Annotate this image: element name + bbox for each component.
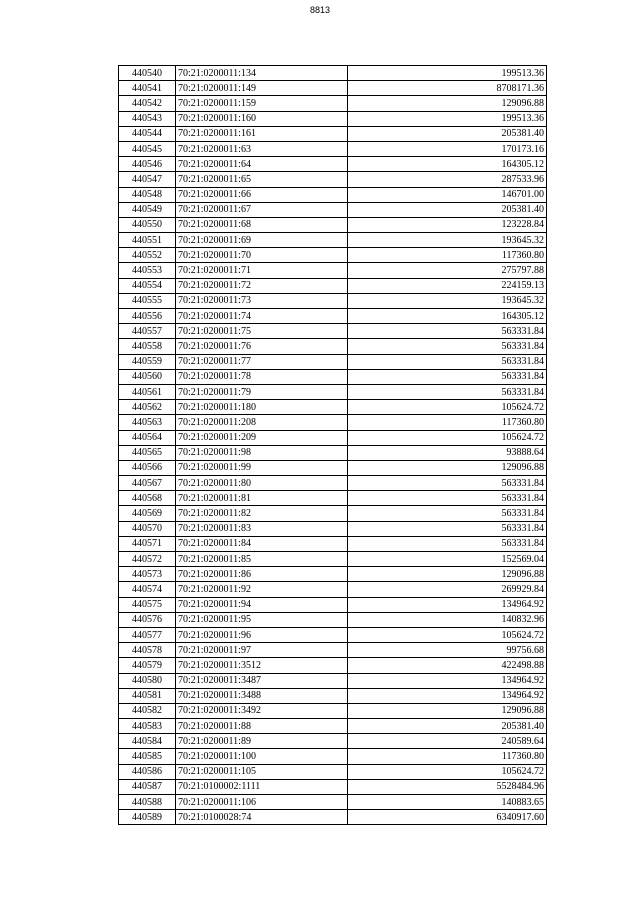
table-row: [119, 111, 547, 126]
cadastral-number-cell: 70:21:0200011:209: [176, 430, 348, 445]
page-number: 8813: [309, 5, 331, 15]
table-row: [119, 217, 547, 232]
row-number-cell: 440588: [119, 795, 176, 810]
cadastral-number-cell: 70:21:0200011:3512: [176, 658, 348, 673]
cadastral-number-cell: 70:21:0200011:64: [176, 157, 348, 172]
table-row: [119, 673, 547, 688]
row-number-cell: 440543: [119, 111, 176, 126]
cadastral-value-cell: 269929.84: [348, 582, 547, 597]
cadastral-value-cell: 105624.72: [348, 627, 547, 642]
row-number-cell: 440568: [119, 491, 176, 506]
cadastral-value-cell: 134964.92: [348, 688, 547, 703]
cadastral-number-cell: 70:21:0200011:67: [176, 202, 348, 217]
row-number-cell: 440573: [119, 567, 176, 582]
cadastral-number-cell: 70:21:0200011:85: [176, 552, 348, 567]
cadastral-number-cell: 70:21:0200011:69: [176, 233, 348, 248]
table-row: [119, 506, 547, 521]
cadastral-number-cell: 70:21:0200011:78: [176, 369, 348, 384]
row-number-cell: 440577: [119, 627, 176, 642]
cadastral-number-cell: 70:21:0200011:95: [176, 612, 348, 627]
cadastral-number-cell: 70:21:0200011:3492: [176, 703, 348, 718]
cadastral-value-cell: 563331.84: [348, 324, 547, 339]
table-row: [119, 658, 547, 673]
table-row: [119, 627, 547, 642]
cadastral-number-cell: 70:21:0200011:74: [176, 309, 348, 324]
table-row: [119, 491, 547, 506]
cadastral-value-cell: 193645.32: [348, 293, 547, 308]
cadastral-value-cell: 224159.13: [348, 278, 547, 293]
cadastral-number-cell: 70:21:0200011:63: [176, 141, 348, 156]
cadastral-value-cell: 563331.84: [348, 339, 547, 354]
row-number-cell: 440566: [119, 460, 176, 475]
cadastral-value-cell: 563331.84: [348, 354, 547, 369]
row-number-cell: 440565: [119, 445, 176, 460]
row-number-cell: 440542: [119, 96, 176, 111]
cadastral-value-cell: 140883.65: [348, 795, 547, 810]
cadastral-number-cell: 70:21:0200011:72: [176, 278, 348, 293]
row-number-cell: 440547: [119, 172, 176, 187]
cadastral-value-cell: 146701.00: [348, 187, 547, 202]
table-row: [119, 582, 547, 597]
cadastral-value-cell: 563331.84: [348, 506, 547, 521]
row-number-cell: 440587: [119, 779, 176, 794]
cadastral-number-cell: 70:21:0200011:75: [176, 324, 348, 339]
cadastral-value-cell: 287533.96: [348, 172, 547, 187]
cadastral-value-cell: 164305.12: [348, 309, 547, 324]
row-number-cell: 440581: [119, 688, 176, 703]
table-row: [119, 536, 547, 551]
cadastral-number-cell: 70:21:0200011:99: [176, 460, 348, 475]
cadastral-value-cell: 199513.36: [348, 66, 547, 81]
cadastral-number-cell: 70:21:0200011:105: [176, 764, 348, 779]
table-row: [119, 719, 547, 734]
table-row: [119, 779, 547, 794]
cadastral-value-cell: 422498.88: [348, 658, 547, 673]
table-row: [119, 187, 547, 202]
row-number-cell: 440551: [119, 233, 176, 248]
table-row: [119, 293, 547, 308]
cadastral-value-cell: 193645.32: [348, 233, 547, 248]
row-number-cell: 440563: [119, 415, 176, 430]
cadastral-value-cell: 99756.68: [348, 643, 547, 658]
table-row: [119, 263, 547, 278]
table-row: [119, 415, 547, 430]
cadastral-value-cell: 117360.80: [348, 415, 547, 430]
table-row: [119, 612, 547, 627]
cadastral-value-cell: 93888.64: [348, 445, 547, 460]
cadastral-number-cell: 70:21:0200011:77: [176, 354, 348, 369]
cadastral-value-cell: 563331.84: [348, 491, 547, 506]
cadastral-value-cell: 123228.84: [348, 217, 547, 232]
row-number-cell: 440578: [119, 643, 176, 658]
cadastral-value-cell: 129096.88: [348, 460, 547, 475]
table-row: [119, 552, 547, 567]
table-row: [119, 126, 547, 141]
cadastral-number-cell: 70:21:0200011:134: [176, 66, 348, 81]
row-number-cell: 440554: [119, 278, 176, 293]
cadastral-value-cell: 105624.72: [348, 430, 547, 445]
table-row: [119, 810, 547, 825]
row-number-cell: 440549: [119, 202, 176, 217]
table-row: [119, 369, 547, 384]
cadastral-value-cell: 129096.88: [348, 567, 547, 582]
table-row: [119, 445, 547, 460]
table-row: [119, 66, 547, 81]
table-row: [119, 309, 547, 324]
cadastral-number-cell: 70:21:0200011:161: [176, 126, 348, 141]
table-row: [119, 688, 547, 703]
row-number-cell: 440586: [119, 764, 176, 779]
row-number-cell: 440572: [119, 552, 176, 567]
row-number-cell: 440557: [119, 324, 176, 339]
cadastral-number-cell: 70:21:0200011:68: [176, 217, 348, 232]
table-row: [119, 172, 547, 187]
cadastral-number-cell: 70:21:0200011:88: [176, 719, 348, 734]
row-number-cell: 440576: [119, 612, 176, 627]
cadastral-value-cell: 129096.88: [348, 96, 547, 111]
table-row: [119, 339, 547, 354]
cadastral-value-cell: 563331.84: [348, 521, 547, 536]
cadastral-number-cell: 70:21:0200011:71: [176, 263, 348, 278]
row-number-cell: 440579: [119, 658, 176, 673]
row-number-cell: 440558: [119, 339, 176, 354]
cadastral-number-cell: 70:21:0200011:82: [176, 506, 348, 521]
cadastral-number-cell: 70:21:0200011:79: [176, 384, 348, 399]
row-number-cell: 440561: [119, 384, 176, 399]
row-number-cell: 440564: [119, 430, 176, 445]
table-body: [119, 66, 547, 825]
cadastral-number-cell: 70:21:0200011:97: [176, 643, 348, 658]
table-row: [119, 749, 547, 764]
table-row: [119, 521, 547, 536]
row-number-cell: 440585: [119, 749, 176, 764]
table-row: [119, 202, 547, 217]
cadastral-value-cell: 140832.96: [348, 612, 547, 627]
cadastral-number-cell: 70:21:0200011:66: [176, 187, 348, 202]
row-number-cell: 440582: [119, 703, 176, 718]
row-number-cell: 440553: [119, 263, 176, 278]
cadastral-number-cell: 70:21:0100028:74: [176, 810, 348, 825]
table-row: [119, 567, 547, 582]
cadastral-number-cell: 70:21:0200011:159: [176, 96, 348, 111]
cadastral-value-cell: 134964.92: [348, 673, 547, 688]
cadastral-number-cell: 70:21:0200011:106: [176, 795, 348, 810]
cadastral-value-cell: 164305.12: [348, 157, 547, 172]
cadastral-number-cell: 70:21:0200011:65: [176, 172, 348, 187]
table-row: [119, 795, 547, 810]
cadastral-number-cell: 70:21:0200011:96: [176, 627, 348, 642]
cadastral-number-cell: 70:21:0200011:76: [176, 339, 348, 354]
table-row: [119, 96, 547, 111]
row-number-cell: 440569: [119, 506, 176, 521]
table-row: [119, 430, 547, 445]
cadastral-number-cell: 70:21:0200011:70: [176, 248, 348, 263]
row-number-cell: 440544: [119, 126, 176, 141]
cadastral-value-cell: 275797.88: [348, 263, 547, 278]
cadastral-number-cell: 70:21:0200011:160: [176, 111, 348, 126]
row-number-cell: 440541: [119, 81, 176, 96]
cadastral-number-cell: 70:21:0200011:94: [176, 597, 348, 612]
cadastral-number-cell: 70:21:0200011:89: [176, 734, 348, 749]
cadastral-value-cell: 152569.04: [348, 552, 547, 567]
cadastral-value-cell: 129096.88: [348, 703, 547, 718]
cadastral-number-cell: 70:21:0200011:208: [176, 415, 348, 430]
row-number-cell: 440574: [119, 582, 176, 597]
table-row: [119, 460, 547, 475]
row-number-cell: 440570: [119, 521, 176, 536]
table-row: [119, 384, 547, 399]
cadastral-value-table: [118, 65, 547, 825]
cadastral-number-cell: 70:21:0200011:100: [176, 749, 348, 764]
cadastral-value-cell: 105624.72: [348, 764, 547, 779]
table-row: [119, 157, 547, 172]
cadastral-value-cell: 199513.36: [348, 111, 547, 126]
table-row: [119, 703, 547, 718]
row-number-cell: 440580: [119, 673, 176, 688]
row-number-cell: 440571: [119, 536, 176, 551]
cadastral-value-cell: 205381.40: [348, 202, 547, 217]
row-number-cell: 440548: [119, 187, 176, 202]
cadastral-value-cell: 563331.84: [348, 476, 547, 491]
cadastral-value-cell: 563331.84: [348, 369, 547, 384]
table-row: [119, 764, 547, 779]
row-number-cell: 440583: [119, 719, 176, 734]
row-number-cell: 440552: [119, 248, 176, 263]
cadastral-number-cell: 70:21:0200011:81: [176, 491, 348, 506]
table-row: [119, 400, 547, 415]
table-row: [119, 643, 547, 658]
table-row: [119, 597, 547, 612]
cadastral-number-cell: 70:21:0200011:86: [176, 567, 348, 582]
table-row: [119, 278, 547, 293]
cadastral-value-cell: 105624.72: [348, 400, 547, 415]
row-number-cell: 440560: [119, 369, 176, 384]
cadastral-number-cell: 70:21:0200011:83: [176, 521, 348, 536]
cadastral-number-cell: 70:21:0200011:3488: [176, 688, 348, 703]
row-number-cell: 440567: [119, 476, 176, 491]
cadastral-value-cell: 8708171.36: [348, 81, 547, 96]
table-row: [119, 324, 547, 339]
cadastral-number-cell: 70:21:0200011:73: [176, 293, 348, 308]
cadastral-value-cell: 6340917.60: [348, 810, 547, 825]
row-number-cell: 440546: [119, 157, 176, 172]
cadastral-value-cell: 240589.64: [348, 734, 547, 749]
cadastral-value-cell: 205381.40: [348, 719, 547, 734]
cadastral-number-cell: 70:21:0100002:1111: [176, 779, 348, 794]
table-row: [119, 734, 547, 749]
table-row: [119, 248, 547, 263]
cadastral-value-cell: 563331.84: [348, 536, 547, 551]
row-number-cell: 440584: [119, 734, 176, 749]
row-number-cell: 440575: [119, 597, 176, 612]
row-number-cell: 440540: [119, 66, 176, 81]
cadastral-value-cell: 170173.16: [348, 141, 547, 156]
row-number-cell: 440550: [119, 217, 176, 232]
cadastral-number-cell: 70:21:0200011:80: [176, 476, 348, 491]
row-number-cell: 440589: [119, 810, 176, 825]
table-row: [119, 476, 547, 491]
cadastral-number-cell: 70:21:0200011:180: [176, 400, 348, 415]
cadastral-number-cell: 70:21:0200011:98: [176, 445, 348, 460]
table-row: [119, 81, 547, 96]
table-row: [119, 141, 547, 156]
cadastral-number-cell: 70:21:0200011:149: [176, 81, 348, 96]
cadastral-number-cell: 70:21:0200011:92: [176, 582, 348, 597]
row-number-cell: 440556: [119, 309, 176, 324]
cadastral-number-cell: 70:21:0200011:3487: [176, 673, 348, 688]
cadastral-value-cell: 134964.92: [348, 597, 547, 612]
cadastral-value-cell: 117360.80: [348, 248, 547, 263]
table-row: [119, 354, 547, 369]
row-number-cell: 440545: [119, 141, 176, 156]
row-number-cell: 440562: [119, 400, 176, 415]
cadastral-value-cell: 117360.80: [348, 749, 547, 764]
cadastral-value-cell: 5528484.96: [348, 779, 547, 794]
row-number-cell: 440559: [119, 354, 176, 369]
cadastral-value-cell: 205381.40: [348, 126, 547, 141]
table-row: [119, 233, 547, 248]
cadastral-number-cell: 70:21:0200011:84: [176, 536, 348, 551]
row-number-cell: 440555: [119, 293, 176, 308]
cadastral-value-cell: 563331.84: [348, 384, 547, 399]
